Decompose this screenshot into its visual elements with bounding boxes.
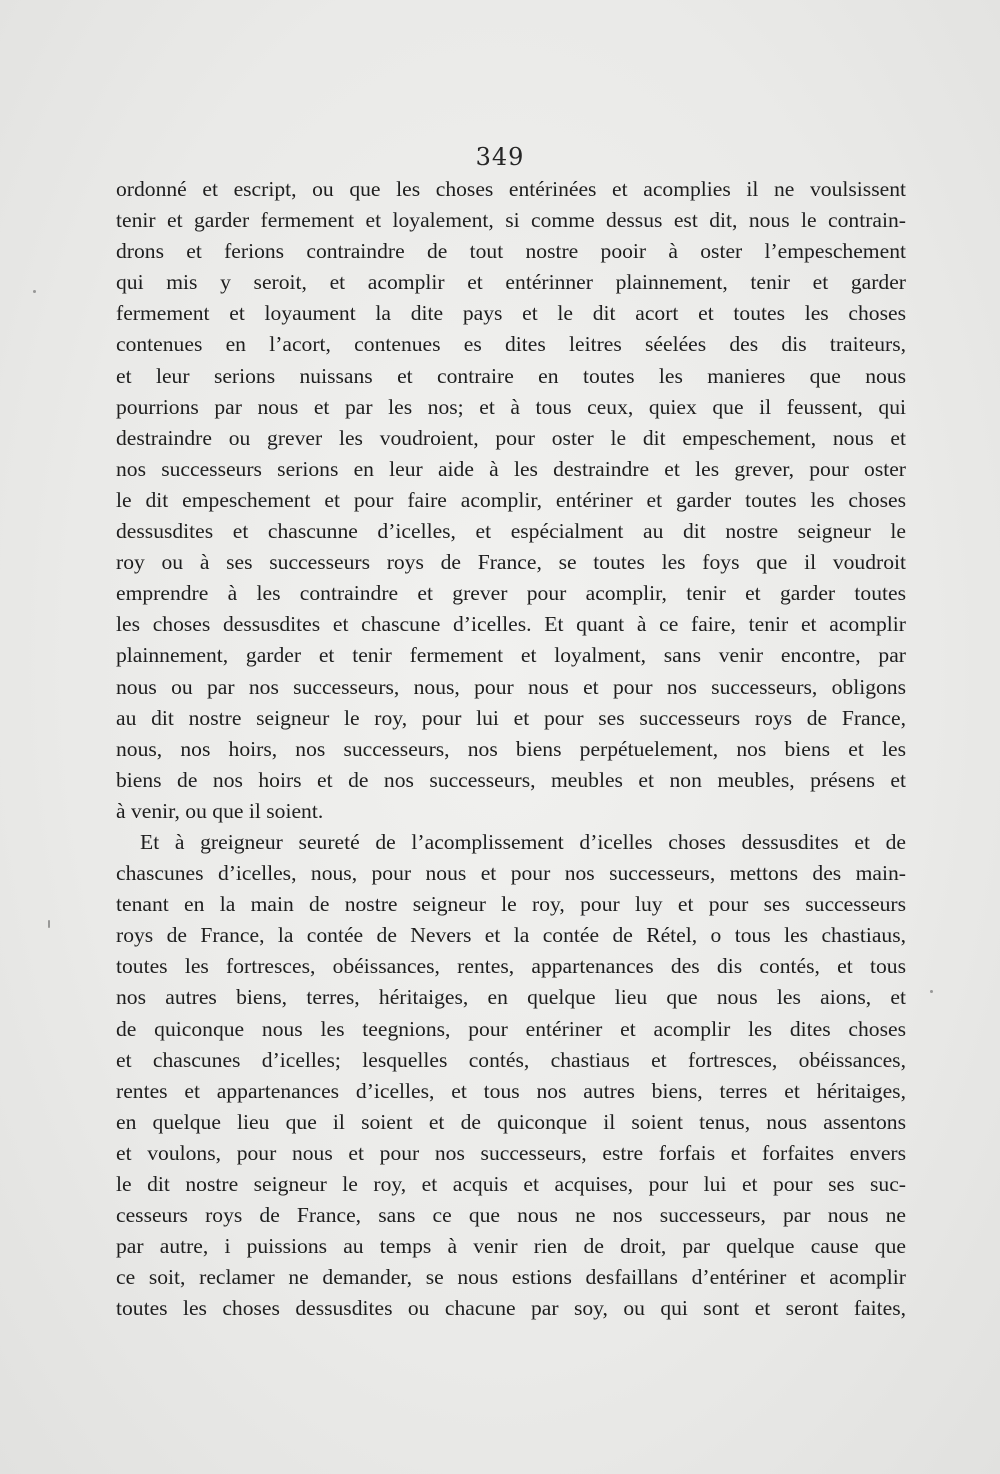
text-line: le dit empeschement et pour faire acomplir, entériner et garder toutes les choses (116, 487, 906, 512)
text-line: les choses dessusdites et chascune d’icelles. Et quant à ce faire, tenir et acomplir (116, 612, 906, 637)
text-line: drons et ferions contraindre de tout nostre pooir à oster l’empeschement (116, 239, 906, 264)
body-text (116, 174, 906, 1324)
text-line: pourrions par nous et par les nos; et à tous ceux, quiex que il feussent, qui (116, 394, 906, 419)
text-line: fermement et loyaument la dite pays et le dit acort et toutes les choses (116, 301, 906, 326)
text-line: tenant en la main de nostre seigneur le roy, pour luy et pour ses successeurs (116, 892, 906, 917)
text-line: et chascunes d’icelles; lesquelles contés, chastiaus et fortresces, obéissances, (116, 1047, 906, 1072)
text-line: tenir et garder fermement et loyalement, si comme dessus est dit, nous le contrain- (116, 208, 906, 233)
text-line: de quiconque nous les teegnions, pour entériner et acomplir les dites choses (116, 1016, 906, 1041)
page-number: 349 (475, 143, 525, 171)
text-line: roys de France, la contée de Nevers et la contée de Rétel, o tous les chastiaus, (116, 923, 906, 948)
text-line: chascunes d’icelles, nous, pour nous et pour nos successeurs, mettons des main- (116, 861, 906, 886)
text-line: et leur serions nuissans et contraire en toutes les manieres que nous (116, 363, 906, 388)
text-line: destraindre ou grever les voudroient, pour oster le dit empeschement, nous et (116, 425, 906, 450)
scan-speck (930, 990, 933, 993)
scan-speck (48, 920, 50, 928)
paragraph-start-line: Et à greigneur seureté de l’acomplissement d’icelles choses dessusdites et de (140, 829, 906, 854)
text-line: nous, nos hoirs, nos successeurs, nos biens perpétuelement, nos biens et les (116, 736, 906, 761)
text-line: nous ou par nos successeurs, nous, pour nous et pour nos successeurs, obligons (116, 674, 906, 699)
text-line: cesseurs roys de France, sans ce que nous ne nos successeurs, par nous ne (116, 1203, 906, 1228)
text-line: toutes les choses dessusdites ou chacune par soy, ou qui sont et seront faites, (116, 1296, 906, 1321)
text-line: le dit nostre seigneur le roy, et acquis et acquises, pour lui et pour ses suc- (116, 1172, 906, 1196)
text-line: par autre, i puissions au temps à venir rien de droit, par quelque cause que (116, 1234, 906, 1259)
scan-speck (33, 290, 36, 293)
text-line: rentes et appartenances d’icelles, et tous nos autres biens, terres et héritaiges, (116, 1078, 906, 1103)
text-line: en quelque lieu que il soient et de quiconque il soient tenus, nous assentons (116, 1109, 906, 1134)
text-line: nos successeurs serions en leur aide à les destraindre et les grever, pour oster (116, 456, 906, 481)
text-line: qui mis y seroit, et acomplir et entérinner plainnement, tenir et garder (116, 270, 906, 295)
text-line: plainnement, garder et tenir fermement et loyalment, sans venir encontre, par (116, 643, 906, 668)
text-line: dessusdites et chascunne d’icelles, et espécialment au dit nostre seigneur le (116, 519, 906, 544)
text-line: toutes les fortresces, obéissances, rentes, appartenances des dis contés, et tous (116, 954, 906, 979)
text-line: biens de nos hoirs et de nos successeurs, meubles et non meubles, présens et (116, 767, 906, 792)
text-line: et voulons, pour nous et pour nos successeurs, estre forfais et forfaites envers (116, 1140, 906, 1165)
text-line: ce soit, reclamer ne demander, se nous estions desfaillans d’entériner et acomplir (116, 1265, 906, 1290)
text-line: au dit nostre seigneur le roy, pour lui et pour ses successeurs roys de France, (116, 705, 906, 730)
text-line: emprendre à les contraindre et grever pour acomplir, tenir et garder toutes (116, 581, 906, 606)
text-line: ordonné et escript, ou que les choses entérinées et acomplies il ne voulsissent (116, 177, 906, 201)
text-line: contenues en l’acort, contenues es dites leitres séelées des dis traiteurs, (116, 332, 906, 357)
paragraph-end-line: à venir, ou que il soient. (116, 798, 324, 823)
text-line: roy ou à ses successeurs roys de France, se toutes les foys que il voudroit (116, 550, 906, 575)
text-line: nos autres biens, terres, héritaiges, en quelque lieu que nous les aions, et (116, 985, 906, 1010)
